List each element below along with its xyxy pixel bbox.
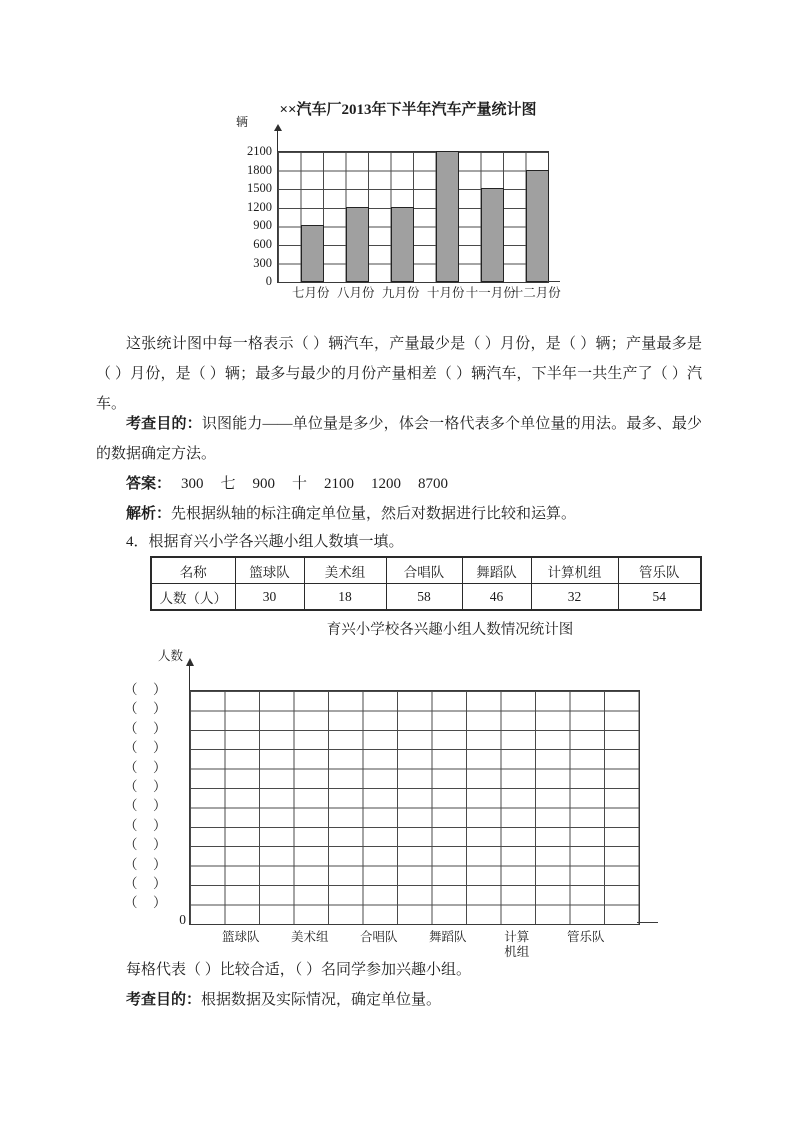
chart2-y-blank-label: （ ） — [124, 779, 168, 794]
analysis-label: 解析： — [126, 506, 172, 522]
table-data-row — [151, 584, 701, 611]
answer-value: 2100 — [324, 476, 355, 492]
exam-purpose-1 — [96, 409, 702, 469]
exam-purpose-1-label: 考查目的： — [126, 416, 202, 432]
answer-values — [181, 476, 465, 492]
chart2-y-blank-label: （ ） — [124, 740, 168, 756]
chart1-bar-jul — [301, 225, 325, 282]
chart2-y-blank-label: （ ） — [124, 895, 168, 911]
answer-value: 8700 — [418, 476, 449, 492]
answer-label: 答案： — [126, 476, 172, 492]
chart1-y-tick: 600 — [253, 237, 272, 251]
table-header-row — [151, 557, 701, 584]
chart1-y-axis-arrow-icon — [274, 124, 282, 131]
answer-value: 300 — [181, 476, 204, 492]
chart2-y-axis-arrow-icon — [186, 658, 194, 666]
answer-line — [96, 469, 702, 499]
table-cell: 30 — [235, 584, 304, 611]
unit-choice-question: 每格代表（ ）比较合适，（ ）名同学参加兴趣小组。 — [126, 962, 472, 978]
chart2-origin-label: 0 — [179, 912, 186, 927]
chart2-y-blank-label: （ ） — [124, 856, 168, 872]
chart1-y-tick: 1800 — [247, 162, 272, 177]
chart1-bar-dec — [526, 170, 550, 283]
chart1-bar-aug — [346, 207, 370, 282]
answer-value: 1200 — [371, 476, 402, 492]
chart1-x-label-nov: 十一月份 — [465, 286, 516, 300]
exam-purpose-1-text: 识图能力——单位量是多少，体会一格代表多个单位量的用法。最多、最少的数据确定方法。 — [96, 416, 702, 462]
chart1-bar-sep — [391, 207, 415, 282]
chart2-y-blank-label: （ ） — [124, 682, 168, 697]
chart1-y-tick: 900 — [253, 218, 272, 233]
chart1-y-axis-line — [277, 130, 278, 151]
question-4-heading: 4．根据育兴小学各兴趣小组人数填一填。 — [126, 534, 404, 550]
exam-purpose-2 — [96, 985, 702, 1015]
table-cell: 58 — [386, 584, 462, 611]
table-cell: 54 — [618, 584, 701, 611]
chart2-y-blank-label: （ ） — [124, 798, 168, 814]
chart1-y-tick: 1200 — [247, 199, 272, 214]
chart2-x-label-choir: 合唱队 — [359, 930, 398, 944]
chart2-y-blank-label: （ ） — [124, 876, 168, 891]
fill-in-question-paragraph: 这张统计图中每一格表示（ ）辆汽车，产量最少是（ ）月份，是（ ）辆；产量最多是（ ）月份，是（ ）辆；最多与最少的月份产量相差（ ）辆汽车，下半年一共生产了（ ）汽车。 — [96, 336, 702, 412]
chart2-x-label-dance: 舞蹈队 — [428, 930, 467, 944]
exam-purpose-2-text: 根据数据及实际情况，确定单位量。 — [201, 992, 442, 1008]
table-cell: 计算机组 — [531, 557, 618, 584]
exam-purpose-2-label: 考查目的： — [126, 992, 202, 1008]
chart1-y-axis-unit-label: 辆 — [236, 115, 249, 129]
table-cell: 32 — [531, 584, 618, 611]
chart2-y-blank-label: （ ） — [124, 837, 168, 853]
table-cell: 合唱队 — [386, 557, 462, 584]
chart2-x-label-computer: 计算机组 — [504, 930, 530, 959]
chart2-title: 育兴小学校各兴趣小组人数情况统计图 — [326, 622, 574, 638]
table-cell: 46 — [462, 584, 531, 611]
chart1-bar-oct — [436, 151, 460, 282]
chart1-y-tick: 1500 — [247, 181, 272, 196]
analysis-text: 先根据纵轴的标注确定单位量，然后对数据进行比较和运算。 — [171, 506, 577, 522]
chart1-x-label-oct: 十月份 — [426, 286, 465, 300]
chart2-x-label-basketball: 篮球队 — [221, 930, 260, 944]
answer-value: 七 — [220, 476, 236, 492]
chart1-plot-grid — [277, 151, 549, 283]
chart1-x-label-dec: 十二月份 — [510, 286, 561, 300]
chart2-y-axis-line — [189, 665, 190, 691]
answer-value: 900 — [252, 476, 276, 492]
chart1-y-tick: 2100 — [247, 144, 272, 158]
chart2-y-blank-label: （ ） — [124, 759, 168, 775]
chart1-title: ××汽车厂2013年下半年汽车产量统计图 — [279, 102, 537, 118]
chart2-plot-grid — [189, 690, 640, 925]
table-cell: 人数（人） — [151, 584, 235, 611]
chart2-y-blank-label: （ ） — [124, 701, 168, 717]
chart1-x-label-aug: 八月份 — [336, 286, 375, 300]
analysis-line — [96, 499, 702, 529]
table-cell: 18 — [304, 584, 386, 611]
chart2-y-blank-label: （ ） — [124, 817, 168, 833]
chart2-y-blank-label: （ ） — [124, 720, 168, 736]
table-cell: 名称 — [151, 557, 235, 584]
chart2-x-axis-line — [637, 922, 658, 923]
table-cell: 美术组 — [304, 557, 386, 584]
chart1-bar-nov — [481, 188, 505, 282]
chart1-x-label-sep: 九月份 — [381, 286, 420, 300]
chart2-y-axis-unit-label: 人数 — [158, 649, 184, 663]
answer-value: 十 — [292, 476, 308, 492]
table-cell: 管乐队 — [618, 557, 701, 584]
chart2-x-label-art: 美术组 — [290, 930, 329, 944]
table-cell: 篮球队 — [235, 557, 304, 584]
chart1-y-tick: 300 — [253, 255, 272, 270]
chart1-y-tick: 0 — [265, 274, 272, 289]
table-cell: 舞蹈队 — [462, 557, 531, 584]
chart2-x-label-band: 管乐队 — [566, 930, 605, 944]
interest-group-table — [150, 556, 702, 611]
chart1-x-axis-line — [547, 281, 560, 282]
chart1-x-label-jul: 七月份 — [291, 286, 330, 300]
